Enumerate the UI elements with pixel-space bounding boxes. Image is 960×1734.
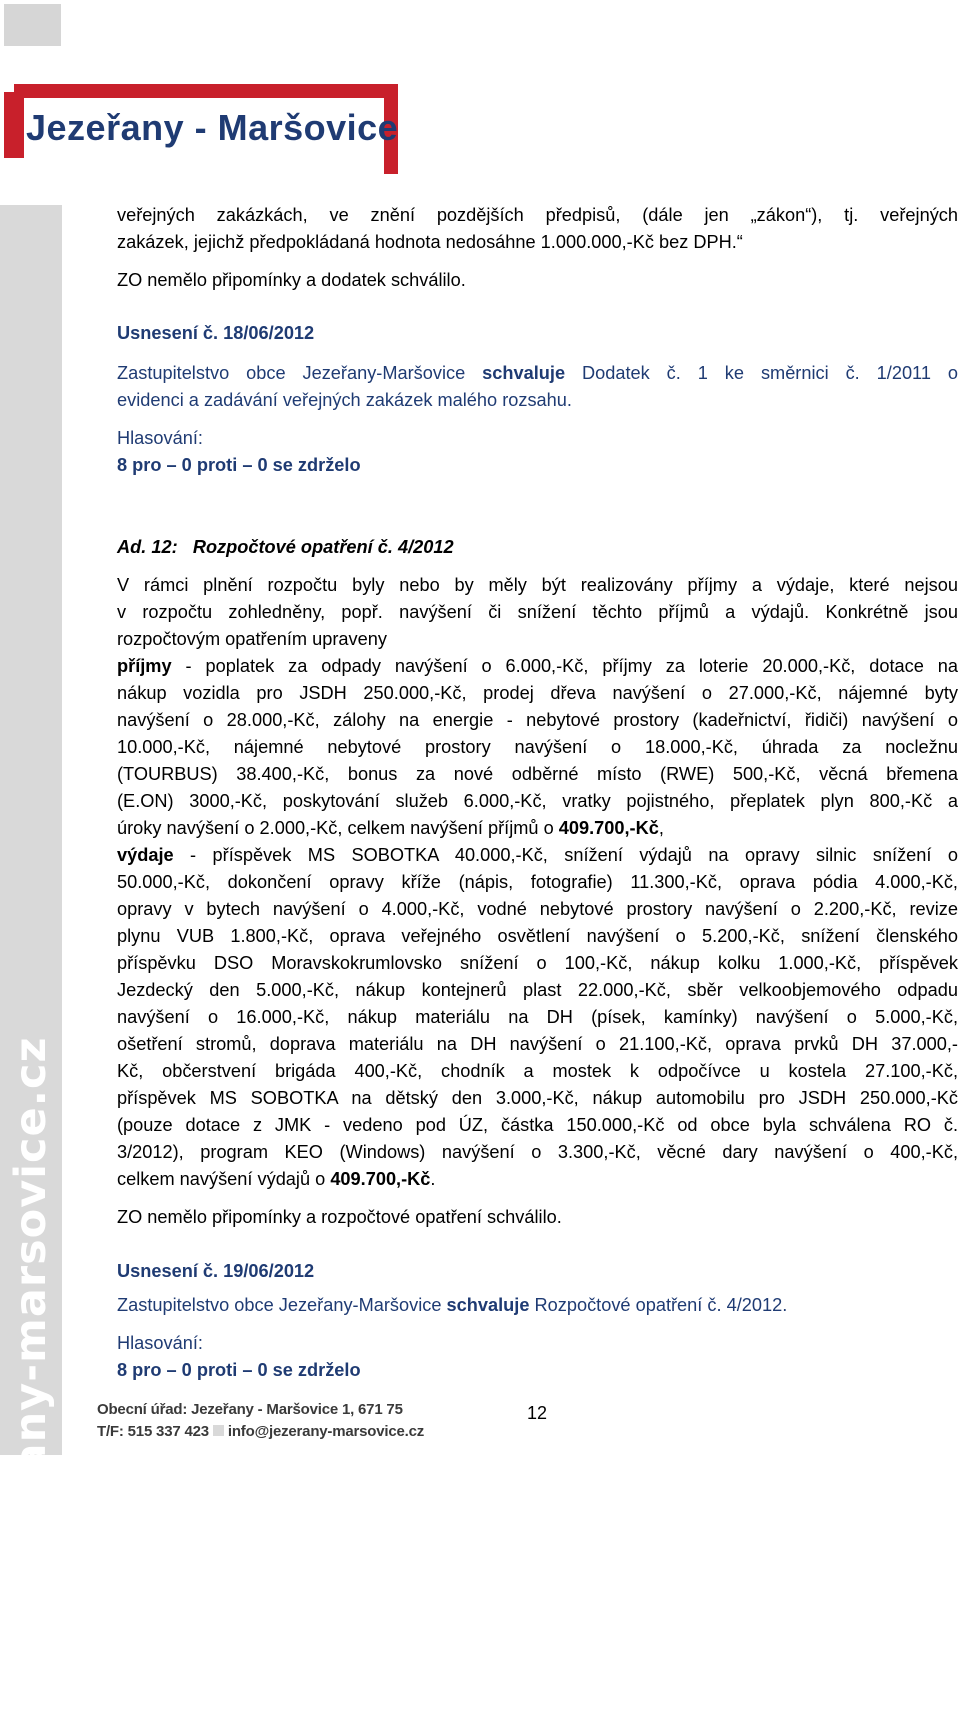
income-line: (E.ON) 3000,-Kč, poskytování služeb 6.000,-Kč, vratky pojistného, přeplatek plyn 800,-Kč a	[117, 791, 958, 811]
expense-line: plynu VUB 1.800,-Kč, oprava veřejného osvětlení navýšení o 5.200,-Kč, snížení členského	[117, 926, 958, 946]
footer-contact-line	[97, 1421, 424, 1443]
income-line: 10.000,-Kč, nájemné nebytové prostory navýšení o 18.000,-Kč, úhrada za nocležnu	[117, 737, 958, 757]
income-line: úroky navýšení o 2.000,-Kč, celkem navýšení příjmů o 409.700,-Kč,	[117, 818, 664, 838]
footer-address: Obecní úřad: Jezeřany - Maršovice 1, 671 75	[97, 1401, 403, 1418]
municipality-logo	[0, 84, 410, 174]
resolution-text: Zastupitelstvo obce Jezeřany-Maršovice schvaluje Rozpočtové opatření č. 4/2012.	[117, 1295, 788, 1315]
section-heading: Ad. 12: Rozpočtové opatření č. 4/2012	[117, 537, 454, 557]
expense-line: výdaje - příspěvek MS SOBOTKA 40.000,-Kč, snížení výdajů na opravy silnic snížení o	[117, 845, 958, 865]
income-line: navýšení o 28.000,-Kč, zálohy na energie - nebytové prostory (kadeřnictví, řidiči) navýšení o	[117, 710, 958, 730]
resolution-title: Usnesení č. 18/06/2012	[117, 323, 315, 343]
vote-label: Hlasování:	[117, 428, 203, 448]
logo-text: Jezeřany - Maršovice	[26, 107, 399, 148]
resolution-text: Zastupitelstvo obce Jezeřany-Maršovice schvaluje Dodatek č. 1 ke směrnici č. 1/2011 o	[117, 363, 958, 383]
sidebar-band	[0, 205, 62, 1734]
expense-line: opravy v bytech navýšení o 4.000,-Kč, vodné nebytové prostory navýšení o 2.200,-Kč, revize	[117, 899, 958, 919]
corner-decoration	[4, 4, 61, 46]
paragraph-line: v rozpočtu zohledněny, popř. navýšení či snížení těchto příjmů a výdajů. Konkrétně jsou	[117, 602, 958, 622]
separator-square-icon	[213, 1425, 224, 1436]
income-line: nákup vozidla pro JSDH 250.000,-Kč, prodej dřeva navýšení o 27.000,-Kč, nájemné byty	[117, 683, 958, 703]
vote-result: 8 pro – 0 proti – 0 se zdrželo	[117, 1360, 361, 1380]
paragraph-line: rozpočtovým opatřením upraveny	[117, 629, 387, 649]
vote-result: 8 pro – 0 proti – 0 se zdrželo	[117, 455, 361, 475]
resolution-title: Usnesení č. 19/06/2012	[117, 1261, 315, 1281]
page-number: 12	[527, 1403, 548, 1423]
resolution-text: evidenci a zadávání veřejných zakázek malého rozsahu.	[117, 390, 572, 410]
paragraph: ZO nemělo připomínky a dodatek schválilo.	[117, 270, 466, 290]
income-line: (TOURBUS) 38.400,-Kč, bonus za nové odběrné místo (RWE) 500,-Kč, věcná břemena	[117, 764, 958, 784]
expense-line: 3/2012), program KEO (Windows) navýšení o 3.300,-Kč, věcné dary navýšení o 400,-Kč,	[117, 1142, 958, 1162]
expense-line: (pouze dotace z JMK - vedeno pod ÚZ, částka 150.000,-Kč od obce byla schválena RO č.	[117, 1115, 958, 1135]
expense-line: celkem navýšení výdajů o 409.700,-Kč.	[117, 1169, 436, 1189]
sidebar-url: www.jezerany-marsovice.cz	[6, 1036, 56, 1734]
paragraph-line: veřejných zakázkách, ve znění pozdějších předpisů, (dále jen „zákon“), tj. veřejných	[117, 205, 958, 225]
expense-line: Jezdecký den 5.000,-Kč, nákup kontejnerů plast 22.000,-Kč, sběr velkoobjemového odpadu	[117, 980, 958, 1000]
paragraph-line: zakázek, jejichž předpokládaná hodnota nedosáhne 1.000.000,-Kč bez DPH.“	[117, 232, 743, 252]
footer-email: info@jezerany-marsovice.cz	[227, 1423, 425, 1440]
expense-line: navýšení o 16.000,-Kč, nákup materiálu na DH (písek, kamínky) navýšení o 5.000,-Kč,	[117, 1007, 958, 1027]
footer-phone: T/F: 515 337 423	[97, 1423, 209, 1440]
income-line: příjmy - poplatek za odpady navýšení o 6.000,-Kč, příjmy za loterie 20.000,-Kč, dotace na	[117, 656, 958, 676]
paragraph: ZO nemělo připomínky a rozpočtové opatření schválilo.	[117, 1207, 562, 1227]
expense-line: Kč, občerstvení brigáda 400,-Kč, chodník a mostek k odpočívce u kostela 27.100,-Kč,	[117, 1061, 958, 1081]
expense-line: 50.000,-Kč, dokončení opravy kříže (nápis, fotografie) 11.300,-Kč, oprava pódia 4.000,-Kč,	[117, 872, 958, 892]
footer-contact	[97, 1399, 424, 1443]
expense-line: ošetření stromů, doprava materiálu na DH navýšení o 21.100,-Kč, oprava prvků DH 37.000,-	[117, 1034, 958, 1054]
vote-label: Hlasování:	[117, 1333, 203, 1353]
expense-line: příspěvku DSO Moravskokrumlovsko snížení o 100,-Kč, nákup kolku 1.000,-Kč, příspěvek	[117, 953, 958, 973]
paragraph-line: V rámci plnění rozpočtu byly nebo by měly být realizovány příjmy a výdaje, které nejsou	[117, 575, 958, 595]
expense-line: příspěvek MS SOBOTKA na dětský den 3.000,-Kč, nákup automobilu pro JSDH 250.000,-Kč	[117, 1088, 958, 1108]
